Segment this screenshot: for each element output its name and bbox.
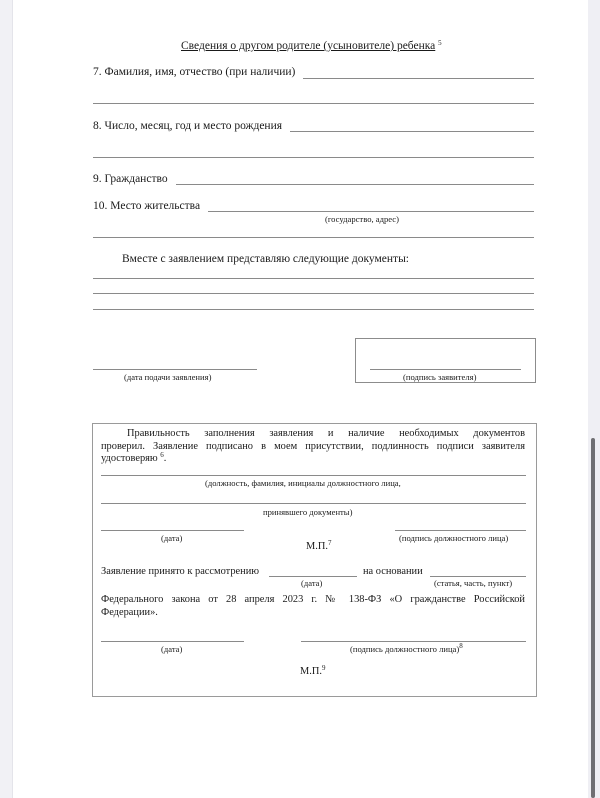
documents-line-2[interactable]	[93, 293, 534, 294]
accepted-label: Заявление принято к рассмотрению	[101, 566, 260, 577]
stamp-place-1	[306, 541, 331, 552]
verification-paragraph-rest	[101, 441, 525, 466]
field-8-input-line-2[interactable]	[93, 157, 534, 158]
official-name-hint-2: принявшего документы)	[263, 507, 353, 517]
basis-label: на основании	[363, 566, 423, 577]
field-8-label: 8. Число, месяц, год и место рождения	[93, 120, 283, 132]
stamp-label-2: М.П.	[300, 666, 322, 677]
scrollbar-thumb[interactable]	[591, 438, 595, 798]
field-7-input-line-2[interactable]	[93, 103, 534, 104]
official-signature-line[interactable]	[395, 530, 526, 531]
field-9-input-line[interactable]	[176, 184, 534, 185]
field-9-label: 9. Гражданство	[93, 173, 168, 185]
stamp-place-2	[300, 666, 325, 677]
field-10-label: 10. Место жительства	[93, 200, 201, 212]
official-name-hint-1: (должность, фамилия, инициалы должностного лица,	[205, 478, 401, 488]
section-title-text: Сведения о другом родителе (усыновителе) ребенка	[181, 40, 436, 52]
final-signature-hint-text: (подпись должностного лица)	[350, 644, 460, 654]
footnote-mark-6: 6	[160, 451, 164, 460]
footnote-mark-7: 7	[327, 539, 332, 547]
law-text-line-2: Федерации».	[101, 606, 158, 618]
law-text	[101, 594, 525, 619]
field-10-hint: (государство, адрес)	[325, 214, 399, 224]
law-text-line-1: Федерального закона от 28 апреля 2023 г. № 138-ФЗ «О гражданстве Российской	[101, 594, 525, 605]
application-date-line[interactable]	[93, 369, 257, 370]
official-date-hint: (дата)	[161, 533, 183, 543]
final-signature-hint	[350, 644, 463, 654]
official-date-line[interactable]	[101, 530, 244, 531]
field-10-input-line[interactable]	[208, 211, 534, 212]
final-date-line[interactable]	[101, 641, 244, 642]
documents-line-3[interactable]	[93, 309, 534, 310]
accepted-date-hint: (дата)	[301, 578, 323, 588]
applicant-signature-hint: (подпись заявителя)	[403, 372, 477, 382]
section-title	[181, 40, 442, 52]
basis-line[interactable]	[430, 576, 526, 577]
verification-paragraph-text: проверил. Заявление подписано в моем присутствии, подлинность подписи заявителя удостоверяю	[101, 440, 525, 465]
final-date-hint: (дата)	[161, 644, 183, 654]
footnote-mark: 5	[438, 39, 442, 47]
verification-paragraph	[101, 428, 525, 466]
verification-paragraph-end: .	[163, 453, 167, 465]
footnote-mark-9: 9	[321, 664, 326, 672]
stamp-label-1: М.П.	[306, 541, 328, 552]
final-signature-line[interactable]	[301, 641, 526, 642]
official-signature-hint: (подпись должностного лица)	[399, 533, 509, 543]
documents-intro: Вместе с заявлением представляю следующие документы:	[122, 253, 409, 265]
official-name-line-2[interactable]	[101, 503, 526, 504]
field-10-input-line-2[interactable]	[93, 237, 534, 238]
applicant-signature-line[interactable]	[370, 369, 521, 370]
field-7-label: 7. Фамилия, имя, отчество (при наличии)	[93, 66, 296, 78]
documents-line-1[interactable]	[93, 278, 534, 279]
field-8-input-line[interactable]	[290, 131, 534, 132]
application-date-hint: (дата подачи заявления)	[124, 372, 212, 382]
official-name-line[interactable]	[101, 475, 526, 476]
footnote-mark-8: 8	[459, 642, 463, 650]
field-7-input-line[interactable]	[303, 78, 534, 79]
verification-paragraph-line-1: Правильность заполнения заявления и наличие необходимых документов	[127, 428, 525, 439]
basis-hint: (статья, часть, пункт)	[434, 578, 513, 588]
accepted-date-line[interactable]	[269, 576, 357, 577]
